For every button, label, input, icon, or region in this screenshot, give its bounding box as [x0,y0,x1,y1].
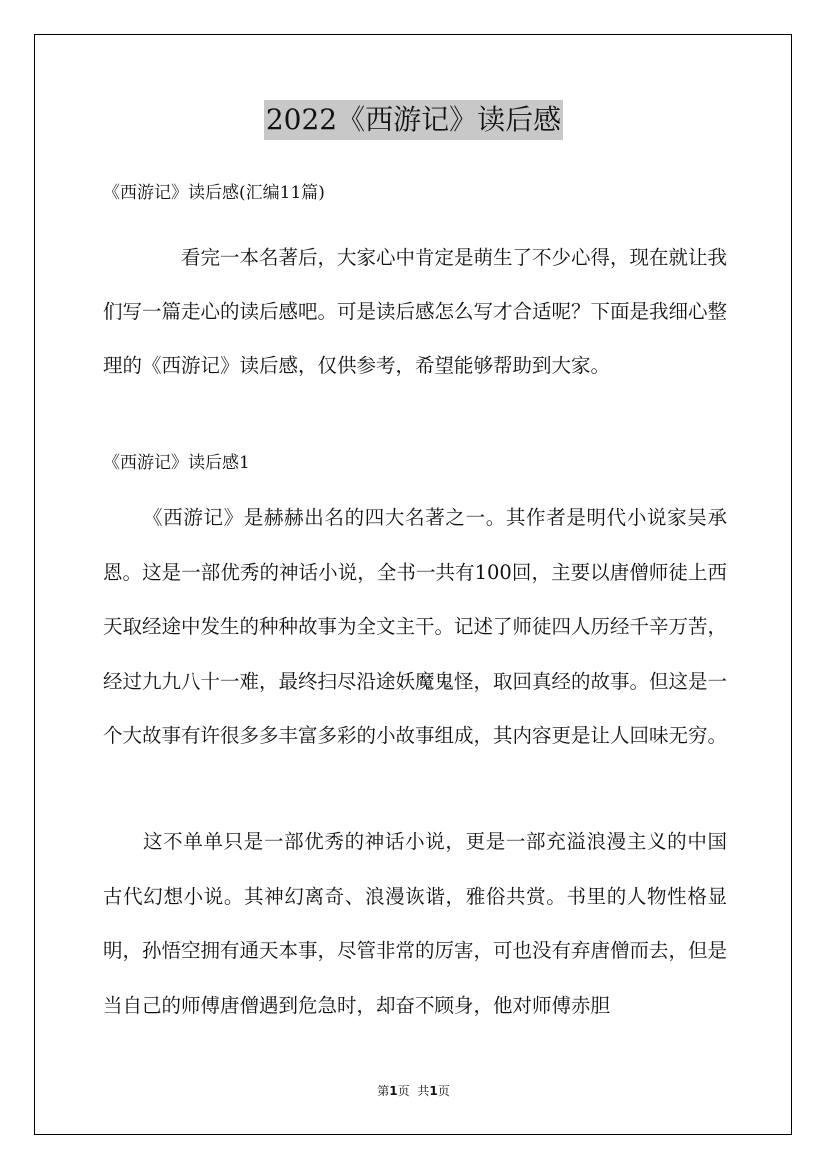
footer-total-prefix: 共 [417,1084,430,1098]
footer-page-prefix: 第 [377,1084,390,1098]
title-container [0,100,827,140]
page-footer [0,1083,827,1099]
document-title: 2022《西游记》读后感 [264,100,563,140]
document-subtitle: 《西游记》读后感(汇编11篇) [103,183,325,203]
footer-page-suffix: 页 [397,1084,410,1098]
section-heading: 《西游记》读后感1 [103,453,250,473]
footer-page-current: 1 [389,1084,398,1098]
intro-paragraph: 看完一本名著后，大家心中肯定是萌生了不少心得，现在就让我们写一篇走心的读后感吧。可是读后感怎么写才合适呢？下面是我细心整理的《西游记》读后感，仅供参考，希望能够帮助到大家。 [103,246,728,377]
footer-total-suffix: 页 [437,1084,450,1098]
body-paragraph-1: 《西游记》是赫赫出名的四大名著之一。其作者是明代小说家吴承恩。这是一部优秀的神话小说，全书一共有100回，主要以唐僧师徒上西天取经途中发生的种种故事为全文主干。记述了师徒四人历经千辛万苦，经过九九八十一难，最终扫尽沿途妖魔鬼怪，取回真经的故事。但这是一个大故事有许很多多丰富多彩的小故事组成，其内容更是让人回味无穷。 [103,506,728,747]
footer-page-total: 1 [429,1084,438,1098]
body-paragraph-2: 这不单单只是一部优秀的神话小说，更是一部充溢浪漫主义的中国古代幻想小说。其神幻离奇、浪漫诙谐，雅俗共赏。书里的人物性格显明，孙悟空拥有通天本事，尽管非常的厉害，可也没有弃唐僧而去，但是当自己的师傅唐僧遇到危急时，却奋不顾身，他对师傅赤胆 [103,830,728,1017]
